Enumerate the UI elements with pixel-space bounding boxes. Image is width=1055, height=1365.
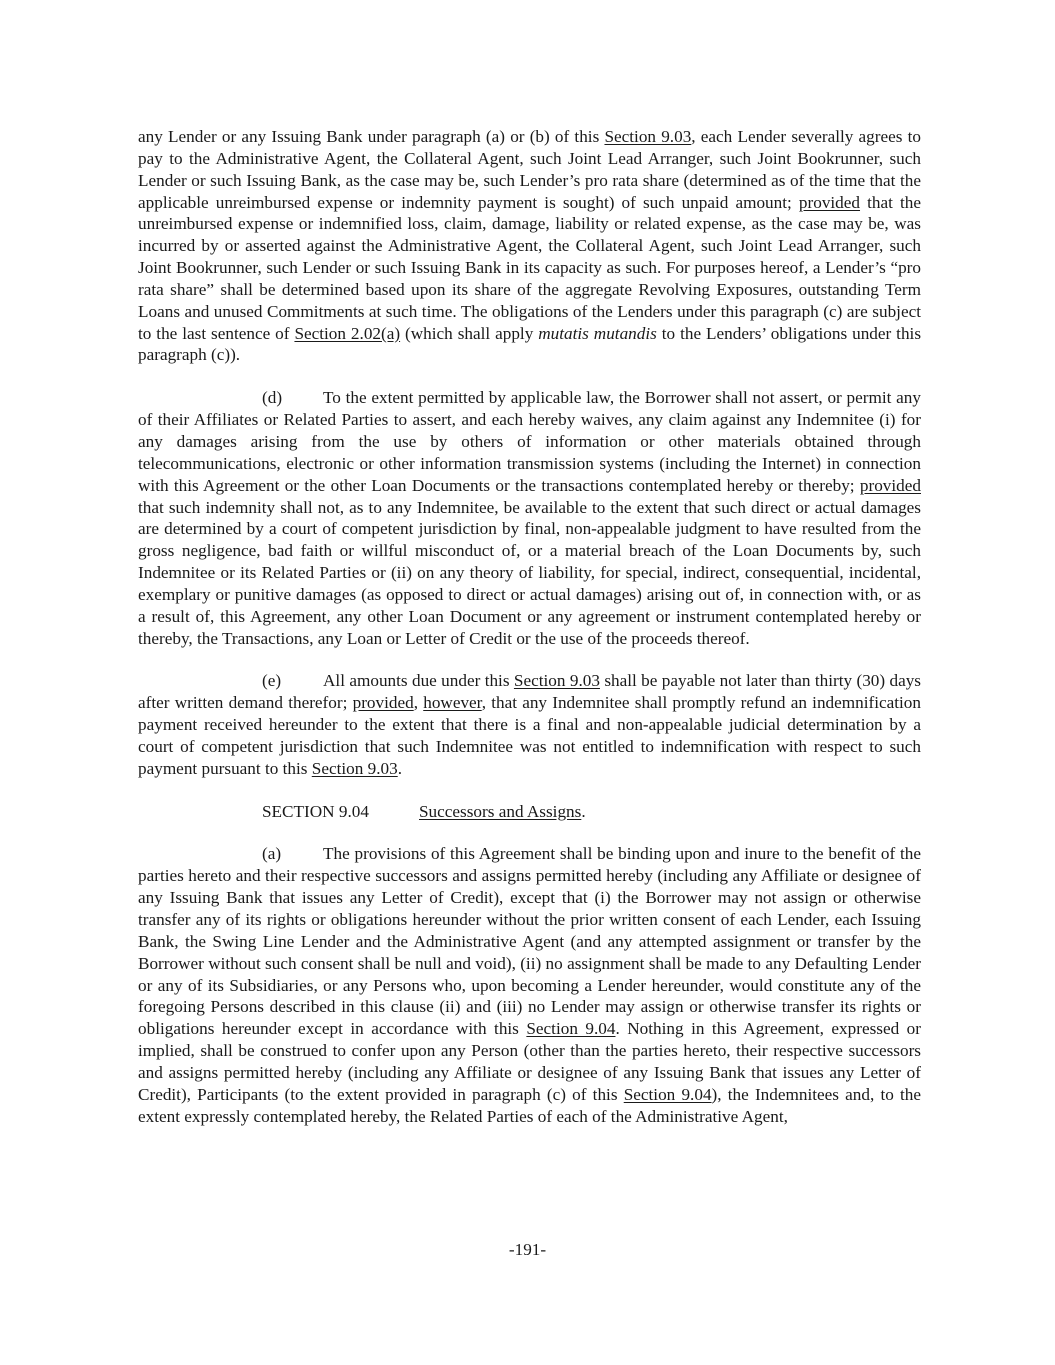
section-ref-9-03: Section 9.03 (513, 671, 600, 691)
paragraph-c-continuation: any Lender or any Issuing Bank under paragraph (a) or (b) of this Section 9.03, each Lender severally agrees to pay to the Administrative Agent, the Collateral Agent, such Joint Lead Arranger, such Joint Bookrunner, such Lender or such Issuing Bank, as the case may be, such Lender’s pro rata share (determined as of the time that the applicable unreimbursed expense or indemnity payment is sought) of such unpaid amount; provided that the unreimbursed expense or indemnified loss, claim, damage, liability or related expense, as the case may be, was incurred by or asserted against the Administrative Agent, the Collateral Agent, such Joint Lead Arranger, such Joint Bookrunner, such Lender or such Issuing Bank in its capacity as such. For purposes hereof, a Lender’s “pro rata share” shall be determined based upon its share of the aggregate Revolving Exposures, outstanding Term Loans and unused Commitments at such time. The obligations of the Lenders under this paragraph (c) are subject to the last sentence of Section 2.02(a) (which shall apply mutatis mutandis to the Lenders’ obligations under this paragraph (c)). (138, 127, 922, 365)
section-ref-9-03: Section 9.03 (604, 127, 692, 146)
section-heading: SECTION 9.04 Successors and Assigns. (262, 801, 586, 821)
page-number: -191- (508, 1240, 547, 1259)
section-ref-2-02a: Section 2.02(a) (294, 323, 401, 343)
section-number: SECTION 9.04 (262, 801, 369, 821)
however-term: however (423, 693, 482, 713)
paragraph-d: (d) To the extent permitted by applicable law, the Borrower shall not assert, or permit any of their Affiliates or Related Parties to assert, and each hereby waives, any claim against any Indemnitee (i) for any damages arising from the use by others of information or other materials obtained through telecommunications, electronic or other information transmission systems (including the Internet) in connection with this Agreement or the other Loan Documents or the transactions contemplated hereby or thereby; provided that such indemnity shall not, as to any Indemnitee, be available to the extent that such direct or actual damages are determined by a court of competent jurisdiction by final, non-appealable judgment to have resulted from the gross negligence, bad faith or willful misconduct of, or a material breach of the Loan Documents by, such Indemnitee or its Related Parties or (ii) on any theory of liability, for special, indirect, consequential, incidental, exemplary or punitive damages (as opposed to direct or actual damages) arising out of, in connection with, or as a result of, this Agreement, any other Loan Document or any agreement or instrument contemplated hereby or thereby, the Transactions, any Loan or Letter of Credit or the use of the proceeds thereof. (138, 388, 921, 648)
latin-term: mutatis mutandis (538, 323, 657, 343)
paragraph-a: (a) The provisions of this Agreement shall be binding upon and inure to the benefit of the parties hereto and their respective successors and assigns permitted hereby (including any Affiliate or designee of any Issuing Bank that issues any Letter of Credit), except that (i) the Borrower may not assign or otherwise transfer any of its rights or obligations hereunder without the prior written consent of each Lender, each Issuing Bank, the Swing Line Lender and the Administrative Agent (and any attempted assignment or transfer by the Borrower without such consent shall be null and void), (ii) no assignment shall be made to any Defaulting Lender or any of its Subsidiaries, or any Persons who, upon becoming a Lender hereunder, would constitute any of the foregoing Persons described in this clause (ii) and (iii) no Lender may assign or otherwise transfer its rights or obligations hereunder except in accordance with this Section 9.04. Nothing in this Agreement, expressed or implied, shall be construed to confer upon any Person (other than the parties hereto, their respective successors and assigns permitted hereby (including any Affiliate or designee of any Issuing Bank that issues any Letter of Credit), Participants (to the extent provided in paragraph (c) of this Section 9.04), the Indemnitees and, to the extent expressly contemplated hereby, the Related Parties of each of the Administrative Agent, (138, 844, 922, 1126)
section-ref-9-04: Section 9.04 (623, 1084, 712, 1104)
document-page (138, 126, 921, 1148)
paragraph-label: (d) (262, 388, 283, 408)
section-title: Successors and Assigns (419, 801, 582, 821)
provided-term: provided (798, 192, 861, 212)
provided-term: provided (352, 693, 414, 713)
paragraph-e: (e) All amounts due under this Section 9.03 shall be payable not later than thirty (30) days after written demand therefor; provided, however, that any Indemnitee shall promptly refund an indemnification payment received hereunder to the extent that there is a final and non-appealable judicial determination by a court of competent jurisdiction that such Indemnitee was not entitled to indemnification with respect to such payment pursuant to this Section 9.03. (138, 671, 922, 778)
paragraph-label: (e) (262, 671, 282, 691)
provided-term: provided (859, 475, 921, 495)
section-ref-9-03: Section 9.03 (311, 758, 398, 778)
section-ref-9-04: Section 9.04 (526, 1019, 616, 1039)
paragraph-label: (a) (262, 844, 282, 864)
